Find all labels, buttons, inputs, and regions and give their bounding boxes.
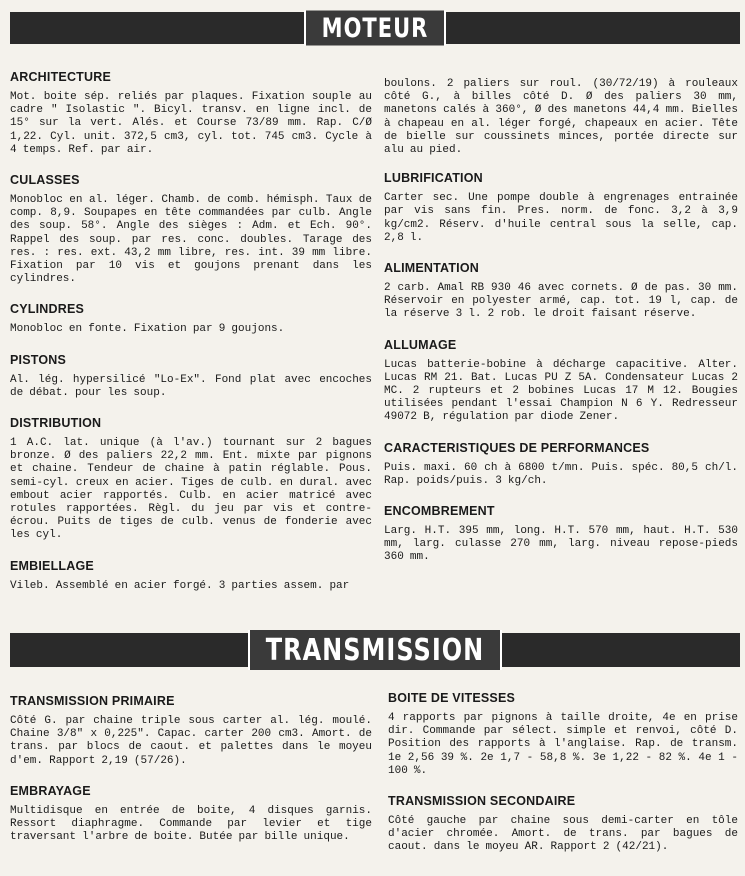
section-architecture	[10, 70, 372, 157]
section-body: Puis. maxi. 60 ch à 6800 t/mn. Puis. spéc. 80,5 ch/l. Rap. poids/puis. 3 kg/ch.	[384, 461, 738, 487]
section-title: CULASSES	[10, 173, 80, 188]
section-body: Lucas batterie-bobine à décharge capacitive. Alter. Lucas RM 21. Bat. Lucas PU Z 5A. Condensateur Lucas 2 MC. 2 rupteurs et 2 bobines Lucas 17 M 12. Bougies utilisées pendant l'essai Champion N 6 Y. Redresseur 49072 B, régulation par diode Zener.	[384, 358, 738, 424]
section-embiellage	[10, 559, 372, 593]
moteur-banner	[10, 12, 740, 44]
section-title: ALIMENTATION	[384, 261, 479, 276]
section-cylindres	[10, 302, 372, 336]
section-body: 2 carb. Amal RB 930 46 avec cornets. Ø de pas. 30 mm. Réservoir en polyester armé, cap. tot. 19 l, cap. de la réserve 3 l. 2 rob. le droit faisant réserve.	[384, 282, 738, 321]
section-transmission-secondaire	[388, 794, 738, 855]
section-title: TRANSMISSION PRIMAIRE	[10, 694, 175, 708]
section-performances	[384, 441, 738, 488]
section-body: Vileb. Assemblé en acier forgé. 3 parties assem. par	[10, 579, 350, 592]
section-distribution	[10, 416, 372, 543]
section-title: TRANSMISSION SECONDAIRE	[388, 794, 576, 809]
section-title: LUBRIFICATION	[384, 171, 483, 186]
section-title: EMBRAYAGE	[10, 783, 91, 798]
section-body: Multidisque en entrée de boite, 4 disques garnis. Ressort diaphragme. Commande par levier et tige traversant l'arbre de boite. Butée par bille unique.	[10, 804, 372, 844]
section-body: Côté gauche par chaine sous demi-carter en tôle d'acier chromée. Amort. de trans. par bagues de caout. dans le moyeu AR. Rapport 2 (42/21).	[388, 815, 738, 854]
section-body: Larg. H.T. 395 mm, long. H.T. 570 mm, haut. H.T. 530 mm, larg. culasse 270 mm, larg. niveau repose-pieds 360 mm.	[384, 525, 738, 564]
section-alimentation	[384, 261, 738, 322]
moteur-banner-title: MOTEUR	[304, 11, 447, 46]
section-body: Monobloc en al. léger. Chamb. de comb. hémisph. Taux de comp. 8,9. Soupapes en tête commandées par culb. Angle des soup. 58°. Angle des sièges : Adm. et Ech. 90°. Rappel des soup. par res. conc. doubles. Tarage des res. : res. ext. 43,2 mm libre, res. int. 39 mm libre. Fixation par 10 vis et goujons prenant dans les cylindres.	[10, 194, 372, 286]
section-body: 1 A.C. lat. unique (à l'av.) tournant sur 2 bagues bronze. Ø des paliers 22,2 mm. Ent. mixte par pignons et chaine. Tendeur de chaine à patin réglable. Pous. semi-cyl. creux en acier. Tiges de culb. en dural. avec embout acier rapportés. Culb. en acier matricé avec rotules rapportées. Règl. du jeu par vis et contre-écrou. Puits de tiges de culb. venus de fonderie avec les cyl.	[10, 437, 372, 542]
section-body: Al. lég. hypersilicé "Lo-Ex". Fond plat avec encoches de débat. pour les soup.	[10, 373, 372, 399]
section-title: ALLUMAGE	[384, 337, 457, 352]
moteur-right-column	[384, 78, 738, 581]
moteur-left-column	[10, 70, 372, 609]
section-culasses	[10, 173, 372, 286]
section-body: 4 rapports par pignons à taille droite, 4e en prise dir. Commande par sélect. simple et renvoi, côté D. Position des rapports à l'anglaise. Rap. de transm. 1e 2,56 39 %. 2e 1,7 - 58,8 %. 3e 1,22 - 82 %. 4e 1 - 100 %.	[388, 712, 738, 777]
transmission-left-column	[10, 694, 372, 860]
section-embrayage	[10, 784, 372, 845]
section-encombrement	[384, 504, 738, 565]
embiellage-continuation: boulons. 2 paliers sur roul. (30/72/19) à rouleaux côté G., à billes côté D. Ø des paliers 30 mm, manetons calés à 360°, Ø des manetons 44,4 mm. Bielles à chapeau en al. léger forgé, chapeaux en acier. Tête de bielle sur coussinets minces, portée directe sur alu au pied.	[384, 78, 738, 157]
section-body: Monobloc en fonte. Fixation par 9 goujons.	[10, 323, 285, 336]
transmission-banner	[10, 633, 740, 667]
section-lubrification	[384, 171, 738, 245]
section-title: ARCHITECTURE	[10, 70, 112, 84]
section-title: PISTONS	[10, 352, 67, 367]
transmission-right-column	[388, 691, 738, 871]
section-body: Carter sec. Une pompe double à engrenages entrainée par vis sans fin. Pres. norm. de fonc. 3,2 à 3,9 kg/cm2. Réserv. d'huile central sous la selle, cap. 2,8 l.	[384, 192, 738, 244]
transmission-banner-title: TRANSMISSION	[248, 630, 503, 670]
section-title: CARACTERISTIQUES DE PERFORMANCES	[384, 440, 650, 455]
section-pistons	[10, 353, 372, 400]
section-title: EMBIELLAGE	[10, 558, 94, 573]
section-title: CYLINDRES	[10, 302, 85, 317]
section-title: BOITE DE VITESSES	[388, 691, 516, 705]
section-allumage	[384, 338, 738, 425]
section-body: Côté G. par chaine triple sous carter al. lég. moulé. Chaine 3/8" x 0,225". Capac. carter 200 cm3. Amort. de trans. par blocs de caout. et palettes dans le moyeu d'em. Rapport 2,19 (57/26).	[10, 715, 372, 767]
section-transmission-primaire	[10, 694, 372, 768]
section-title: DISTRIBUTION	[10, 416, 102, 431]
section-boite-de-vitesses	[388, 691, 738, 778]
section-title: ENCOMBREMENT	[384, 504, 495, 519]
section-body: Mot. boite sép. reliés par plaques. Fixation souple au cadre " Isolastic ". Bicyl. transv. en ligne incl. de 15° sur la vert. Alés. et Course 73/89 mm. Rap. C/Ø 1,22. Cyl. unit. 372,5 cm3, cyl. tot. 745 cm3. Cycle à 4 temps. Ref. par air.	[10, 91, 372, 156]
